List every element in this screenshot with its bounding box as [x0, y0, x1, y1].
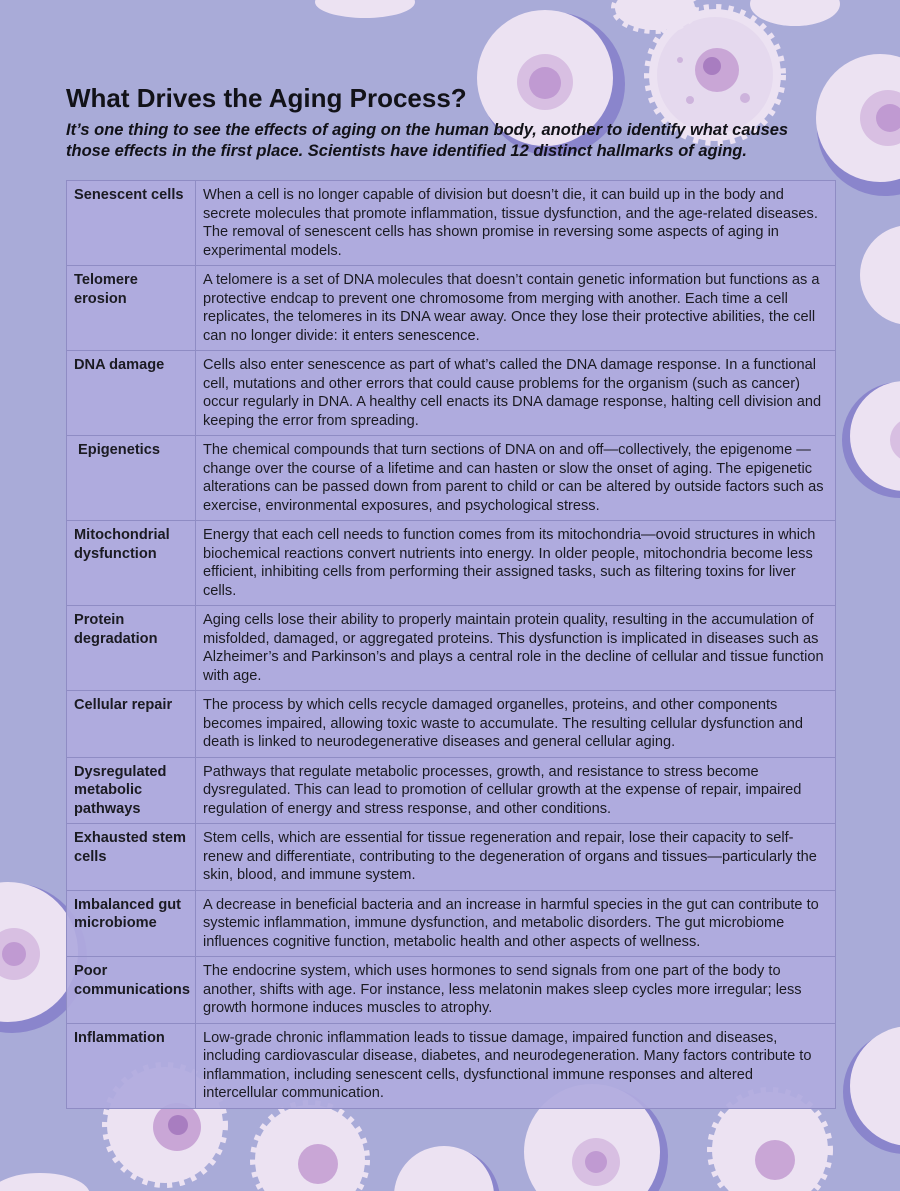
cell-icon — [842, 225, 900, 498]
table-row — [67, 436, 836, 521]
table-row — [67, 266, 836, 351]
hallmark-term: Imbalanced gut microbiome — [67, 890, 196, 957]
hallmark-description: A telomere is a set of DNA molecules that doesn’t contain genetic information but functions as a protective endcap to prevent one chromosome from merging with another. Each time a cell replicates, the telomeres in its DNA wear away. Once they lose their protective abilities, the cell can no longer divide: it enters senescence. — [196, 266, 836, 351]
hallmark-term: Telomere erosion — [67, 266, 196, 351]
cell-icon — [394, 1146, 500, 1191]
hallmark-description: Low-grade chronic inflammation leads to tissue damage, impaired function and diseases, including cardiovascular disease, diabetes, and neurodegeneration. Many factors contribute to inflammation, including senescent cells, dysfunctional immune responses and altered intercellular communication. — [196, 1023, 836, 1108]
hallmark-description: The chemical compounds that turn sections of DNA on and off—collectively, the epigenome — change over the course of a lifetime and can hasten or slow the onset of aging. The epigenetic alterations can be passed down from parent to child or can be altered by outside factors such as exercise, environmental exposures, and psychological stress. — [196, 436, 836, 521]
hallmark-description: A decrease in beneficial bacteria and an increase in harmful species in the gut can contribute to systemic inflammation, immune dysfunction, and metabolic disorders. The gut microbiome influences cognitive function, metabolic health and other aspects of wellness. — [196, 890, 836, 957]
article — [66, 82, 836, 1109]
cell-icon — [0, 1173, 90, 1191]
hallmark-term: Exhausted stem cells — [67, 824, 196, 891]
hallmark-description: Aging cells lose their ability to properly maintain protein quality, resulting in the accumulation of misfolded, damaged, or aggregated proteins. This dysfunction is implicated in diseases such as Alzheimer’s and Parkinson’s and plays a central role in the decline of cellular and tissue function with age. — [196, 606, 836, 691]
hallmark-term: Mitochondrial dysfunction — [67, 521, 196, 606]
page-title: What Drives the Aging Process? — [66, 83, 467, 113]
hallmark-description: Stem cells, which are essential for tissue regeneration and repair, lose their capacity to self-renew and differentiate, contributing to the degeneration of organs and tissues—particularly the skin, blood, and immune system. — [196, 824, 836, 891]
table-row — [67, 691, 836, 758]
cell-icon — [255, 1105, 365, 1191]
table-row — [67, 606, 836, 691]
table-row — [67, 521, 836, 606]
table-row — [67, 351, 836, 436]
hallmark-description: Cells also enter senescence as part of what’s called the DNA damage response. In a functional cell, mutations and other errors that could cause problems for the organism (such as cancer) occur regularly in DNA. A healthy cell enacts its DNA damage response, halting cell division and keeping the error from spreading. — [196, 351, 836, 436]
hallmark-term: Cellular repair — [67, 691, 196, 758]
hallmark-term: Senescent cells — [67, 181, 196, 266]
hallmark-term: Protein degradation — [67, 606, 196, 691]
hallmark-description: Pathways that regulate metabolic processes, growth, and resistance to stress become dysregulated. This can lead to promotion of cellular growth at the expense of repair, impaired regulation of energy and stress response, and other conditions. — [196, 757, 836, 824]
hallmark-description: The endocrine system, which uses hormones to send signals from one part of the body to another, shifts with age. For instance, less melatonin makes sleep cycles more irregular; less growth hormone induces muscles to atrophy. — [196, 957, 836, 1024]
cell-icon — [843, 1026, 900, 1154]
table-row — [67, 757, 836, 824]
hallmark-term: Inflammation — [67, 1023, 196, 1108]
table-row — [67, 824, 836, 891]
table-row — [67, 181, 836, 266]
hallmark-description: When a cell is no longer capable of division but doesn’t die, it can build up in the body and secrete molecules that promote inflammation, tissue dysfunction, and the age-related diseases. The removal of senescent cells has shown promise in reversing some aspects of aging in experimental models. — [196, 181, 836, 266]
table-row — [67, 957, 836, 1024]
hallmark-term: Dysregulated metabolic pathways — [67, 757, 196, 824]
hallmark-description: Energy that each cell needs to function comes from its mitochondria—ovoid structures in which biochemical reactions convert nutrients into energy. In older people, mitochondria become less efficient, inhibiting cells from performing their assigned tasks, such as filtering toxins for liver cells. — [196, 521, 836, 606]
hallmark-term: DNA damage — [67, 351, 196, 436]
table-row — [67, 1023, 836, 1108]
table-row — [67, 890, 836, 957]
hallmarks-table — [66, 180, 836, 1109]
hallmark-term: Poor communications — [67, 957, 196, 1024]
hallmark-description: The process by which cells recycle damaged organelles, proteins, and other components becomes impaired, allowing toxic waste to accumulate. The resulting cellular dysfunction and death is linked to neurodegenerative diseases and general cellular aging. — [196, 691, 836, 758]
page-subtitle: It’s one thing to see the effects of aging on the human body, another to identify what causes those effects in the first place. Scientists have identified 12 distinct hallmarks of aging. — [66, 121, 789, 160]
hallmark-term: Epigenetics — [67, 436, 196, 521]
